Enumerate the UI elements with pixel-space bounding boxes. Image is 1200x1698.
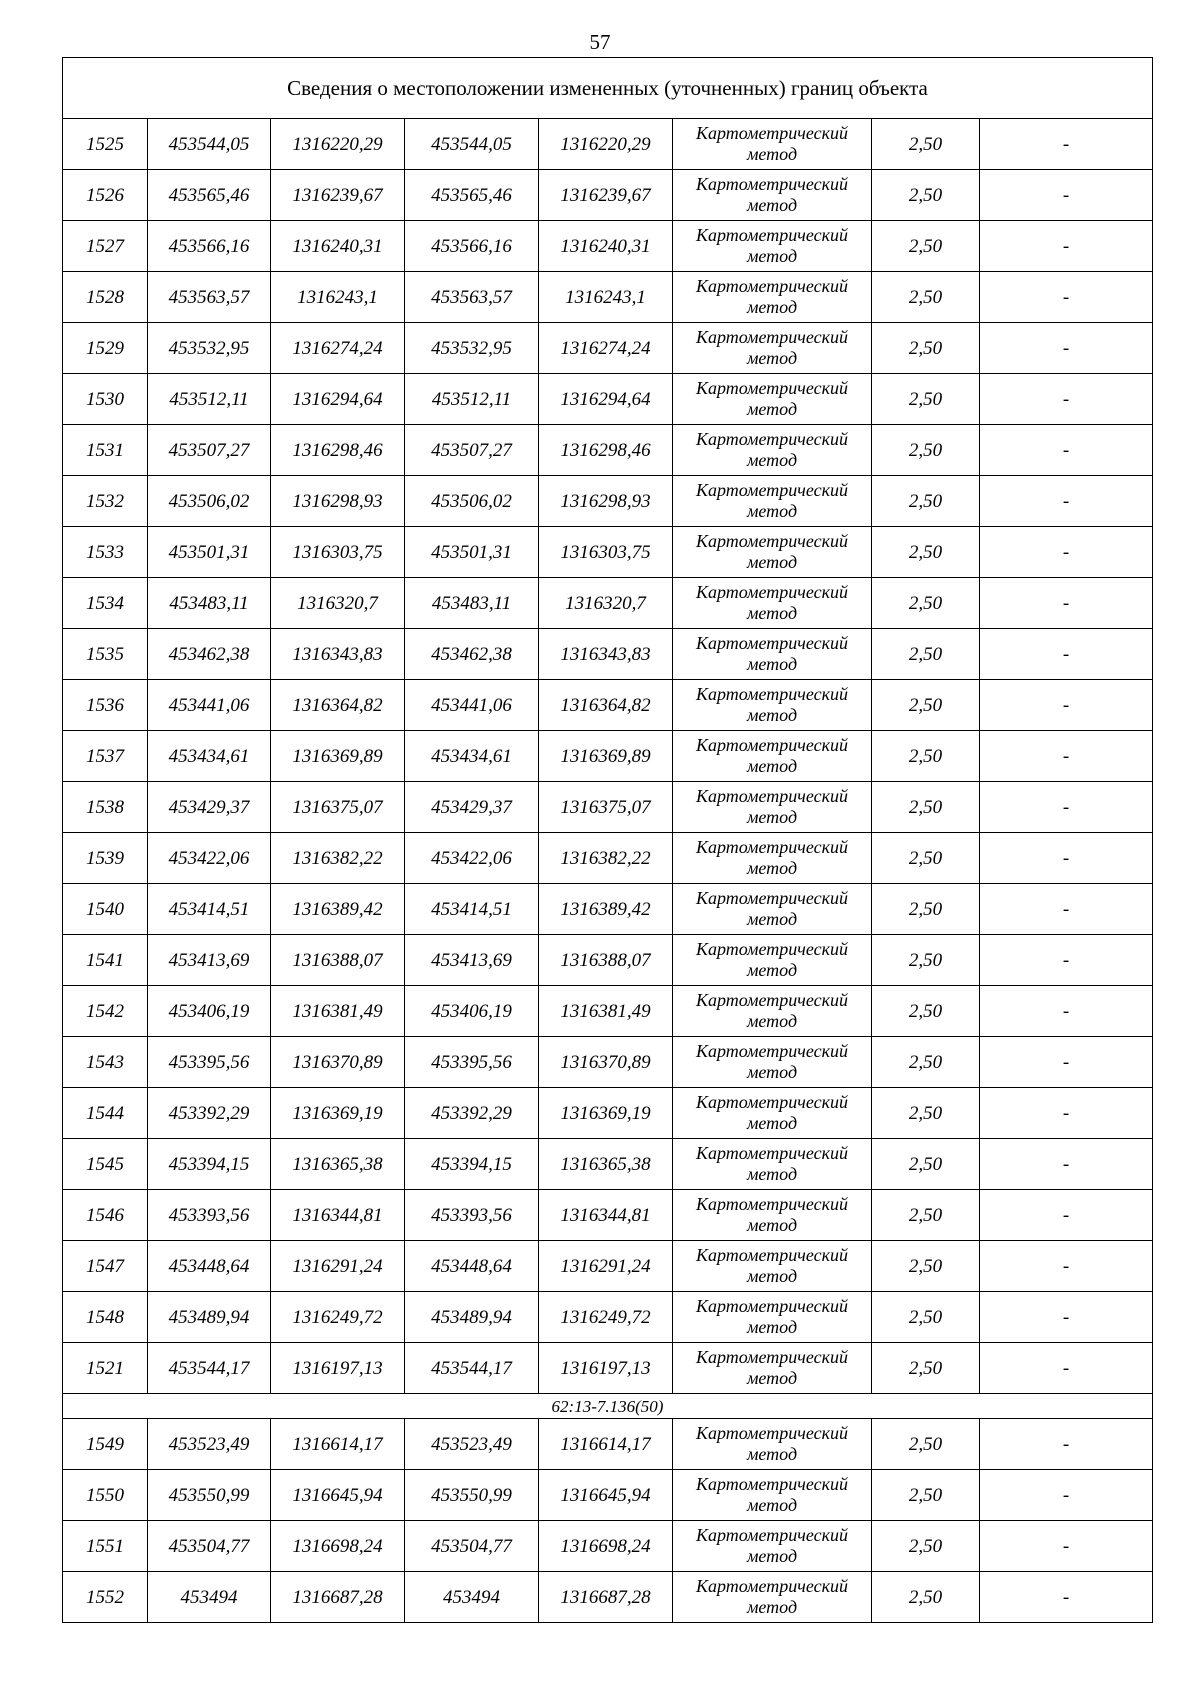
point-number-cell: 1536 [63, 680, 148, 731]
description-cell: - [980, 221, 1153, 272]
x-existing-cell: 453566,16 [148, 221, 271, 272]
description-cell: - [980, 323, 1153, 374]
y-new-cell: 1316344,81 [539, 1190, 673, 1241]
point-number-cell: 1537 [63, 731, 148, 782]
y-new-cell: 1316298,46 [539, 425, 673, 476]
accuracy-cell: 2,50 [872, 1190, 980, 1241]
x-existing-cell: 453434,61 [148, 731, 271, 782]
method-cell: Картометрический метод [673, 1343, 872, 1394]
point-number-cell: 1538 [63, 782, 148, 833]
y-new-cell: 1316382,22 [539, 833, 673, 884]
table-row [63, 170, 1153, 221]
y-new-cell: 1316320,7 [539, 578, 673, 629]
x-new-cell: 453392,29 [405, 1088, 539, 1139]
x-new-cell: 453504,77 [405, 1521, 539, 1572]
table-row [63, 221, 1153, 272]
description-cell: - [980, 272, 1153, 323]
y-new-cell: 1316294,64 [539, 374, 673, 425]
x-existing-cell: 453489,94 [148, 1292, 271, 1343]
x-existing-cell: 453563,57 [148, 272, 271, 323]
method-cell: Картометрический метод [673, 578, 872, 629]
x-existing-cell: 453532,95 [148, 323, 271, 374]
accuracy-cell: 2,50 [872, 833, 980, 884]
x-existing-cell: 453512,11 [148, 374, 271, 425]
method-cell: Картометрический метод [673, 323, 872, 374]
method-cell: Картометрический метод [673, 986, 872, 1037]
method-cell: Картометрический метод [673, 1037, 872, 1088]
y-existing-cell: 1316240,31 [271, 221, 405, 272]
y-new-cell: 1316369,19 [539, 1088, 673, 1139]
y-existing-cell: 1316614,17 [271, 1419, 405, 1470]
method-cell: Картометрический метод [673, 782, 872, 833]
table-row [63, 731, 1153, 782]
method-cell: Картометрический метод [673, 1088, 872, 1139]
description-cell: - [980, 578, 1153, 629]
y-new-cell: 1316243,1 [539, 272, 673, 323]
y-new-cell: 1316381,49 [539, 986, 673, 1037]
y-existing-cell: 1316294,64 [271, 374, 405, 425]
y-existing-cell: 1316365,38 [271, 1139, 405, 1190]
description-cell: - [980, 986, 1153, 1037]
point-number-cell: 1528 [63, 272, 148, 323]
point-number-cell: 1545 [63, 1139, 148, 1190]
y-new-cell: 1316388,07 [539, 935, 673, 986]
x-new-cell: 453532,95 [405, 323, 539, 374]
y-existing-cell: 1316249,72 [271, 1292, 405, 1343]
description-cell: - [980, 782, 1153, 833]
x-existing-cell: 453448,64 [148, 1241, 271, 1292]
method-cell: Картометрический метод [673, 935, 872, 986]
method-cell: Картометрический метод [673, 680, 872, 731]
accuracy-cell: 2,50 [872, 323, 980, 374]
point-number-cell: 1529 [63, 323, 148, 374]
y-new-cell: 1316291,24 [539, 1241, 673, 1292]
point-number-cell: 1552 [63, 1572, 148, 1623]
method-cell: Картометрический метод [673, 374, 872, 425]
y-existing-cell: 1316687,28 [271, 1572, 405, 1623]
method-cell: Картометрический метод [673, 1521, 872, 1572]
y-new-cell: 1316389,42 [539, 884, 673, 935]
y-new-cell: 1316343,83 [539, 629, 673, 680]
x-new-cell: 453523,49 [405, 1419, 539, 1470]
point-number-cell: 1534 [63, 578, 148, 629]
description-cell: - [980, 170, 1153, 221]
point-number-cell: 1535 [63, 629, 148, 680]
accuracy-cell: 2,50 [872, 1343, 980, 1394]
title-row [63, 58, 1153, 119]
table-row [63, 782, 1153, 833]
description-cell: - [980, 1292, 1153, 1343]
method-cell: Картометрический метод [673, 1470, 872, 1521]
x-new-cell: 453507,27 [405, 425, 539, 476]
table-row [63, 833, 1153, 884]
accuracy-cell: 2,50 [872, 374, 980, 425]
table-row [63, 476, 1153, 527]
table-row [63, 323, 1153, 374]
accuracy-cell: 2,50 [872, 731, 980, 782]
description-cell: - [980, 884, 1153, 935]
y-new-cell: 1316365,38 [539, 1139, 673, 1190]
method-cell: Картометрический метод [673, 1190, 872, 1241]
y-existing-cell: 1316239,67 [271, 170, 405, 221]
table-row [63, 119, 1153, 170]
y-existing-cell: 1316370,89 [271, 1037, 405, 1088]
table-row [63, 935, 1153, 986]
x-new-cell: 453462,38 [405, 629, 539, 680]
x-new-cell: 453394,15 [405, 1139, 539, 1190]
point-number-cell: 1544 [63, 1088, 148, 1139]
y-new-cell: 1316220,29 [539, 119, 673, 170]
y-new-cell: 1316687,28 [539, 1572, 673, 1623]
y-existing-cell: 1316344,81 [271, 1190, 405, 1241]
y-existing-cell: 1316389,42 [271, 884, 405, 935]
description-cell: - [980, 119, 1153, 170]
table-title: Сведения о местоположении измененных (уточненных) границ объекта [63, 58, 1153, 119]
point-number-cell: 1526 [63, 170, 148, 221]
x-existing-cell: 453392,29 [148, 1088, 271, 1139]
y-existing-cell: 1316343,83 [271, 629, 405, 680]
accuracy-cell: 2,50 [872, 884, 980, 935]
point-number-cell: 1551 [63, 1521, 148, 1572]
point-number-cell: 1550 [63, 1470, 148, 1521]
x-new-cell: 453429,37 [405, 782, 539, 833]
method-cell: Картометрический метод [673, 731, 872, 782]
point-number-cell: 1540 [63, 884, 148, 935]
x-new-cell: 453544,05 [405, 119, 539, 170]
method-cell: Картометрический метод [673, 170, 872, 221]
table-row [63, 1343, 1153, 1394]
description-cell: - [980, 680, 1153, 731]
x-new-cell: 453489,94 [405, 1292, 539, 1343]
y-existing-cell: 1316388,07 [271, 935, 405, 986]
method-cell: Картометрический метод [673, 1572, 872, 1623]
y-existing-cell: 1316220,29 [271, 119, 405, 170]
method-cell: Картометрический метод [673, 221, 872, 272]
point-number-cell: 1533 [63, 527, 148, 578]
accuracy-cell: 2,50 [872, 527, 980, 578]
description-cell: - [980, 935, 1153, 986]
accuracy-cell: 2,50 [872, 1088, 980, 1139]
table-row [63, 1419, 1153, 1470]
y-new-cell: 1316239,67 [539, 170, 673, 221]
description-cell: - [980, 1088, 1153, 1139]
x-existing-cell: 453393,56 [148, 1190, 271, 1241]
description-cell: - [980, 1241, 1153, 1292]
y-existing-cell: 1316381,49 [271, 986, 405, 1037]
x-new-cell: 453448,64 [405, 1241, 539, 1292]
y-existing-cell: 1316303,75 [271, 527, 405, 578]
point-number-cell: 1549 [63, 1419, 148, 1470]
description-cell: - [980, 476, 1153, 527]
accuracy-cell: 2,50 [872, 1292, 980, 1343]
method-cell: Картометрический метод [673, 272, 872, 323]
accuracy-cell: 2,50 [872, 1241, 980, 1292]
x-existing-cell: 453544,05 [148, 119, 271, 170]
table-row [63, 1572, 1153, 1623]
x-existing-cell: 453413,69 [148, 935, 271, 986]
y-new-cell: 1316698,24 [539, 1521, 673, 1572]
y-existing-cell: 1316243,1 [271, 272, 405, 323]
coordinates-table [62, 57, 1153, 1623]
x-existing-cell: 453506,02 [148, 476, 271, 527]
x-new-cell: 453550,99 [405, 1470, 539, 1521]
method-cell: Картометрический метод [673, 833, 872, 884]
table-row [63, 425, 1153, 476]
y-new-cell: 1316614,17 [539, 1419, 673, 1470]
method-cell: Картометрический метод [673, 1139, 872, 1190]
x-existing-cell: 453483,11 [148, 578, 271, 629]
description-cell: - [980, 1343, 1153, 1394]
description-cell: - [980, 1139, 1153, 1190]
y-new-cell: 1316370,89 [539, 1037, 673, 1088]
description-cell: - [980, 425, 1153, 476]
method-cell: Картометрический метод [673, 1241, 872, 1292]
table-row [63, 374, 1153, 425]
method-cell: Картометрический метод [673, 527, 872, 578]
x-new-cell: 453506,02 [405, 476, 539, 527]
y-existing-cell: 1316698,24 [271, 1521, 405, 1572]
x-existing-cell: 453462,38 [148, 629, 271, 680]
y-new-cell: 1316274,24 [539, 323, 673, 374]
x-existing-cell: 453544,17 [148, 1343, 271, 1394]
accuracy-cell: 2,50 [872, 476, 980, 527]
table-row [63, 1139, 1153, 1190]
accuracy-cell: 2,50 [872, 578, 980, 629]
x-new-cell: 453414,51 [405, 884, 539, 935]
y-new-cell: 1316364,82 [539, 680, 673, 731]
description-cell: - [980, 833, 1153, 884]
x-existing-cell: 453550,99 [148, 1470, 271, 1521]
method-cell: Картометрический метод [673, 884, 872, 935]
x-new-cell: 453393,56 [405, 1190, 539, 1241]
y-new-cell: 1316369,89 [539, 731, 673, 782]
accuracy-cell: 2,50 [872, 1419, 980, 1470]
x-existing-cell: 453429,37 [148, 782, 271, 833]
x-existing-cell: 453394,15 [148, 1139, 271, 1190]
x-new-cell: 453406,19 [405, 986, 539, 1037]
accuracy-cell: 2,50 [872, 1521, 980, 1572]
table-row [63, 1521, 1153, 1572]
description-cell: - [980, 731, 1153, 782]
page-number: 57 [589, 30, 611, 54]
description-cell: - [980, 1470, 1153, 1521]
y-existing-cell: 1316298,46 [271, 425, 405, 476]
table-row [63, 1190, 1153, 1241]
y-existing-cell: 1316369,89 [271, 731, 405, 782]
accuracy-cell: 2,50 [872, 1037, 980, 1088]
x-existing-cell: 453523,49 [148, 1419, 271, 1470]
accuracy-cell: 2,50 [872, 986, 980, 1037]
y-existing-cell: 1316382,22 [271, 833, 405, 884]
x-existing-cell: 453507,27 [148, 425, 271, 476]
table-row [63, 629, 1153, 680]
table-row [63, 527, 1153, 578]
accuracy-cell: 2,50 [872, 221, 980, 272]
method-cell: Картометрический метод [673, 629, 872, 680]
description-cell: - [980, 1037, 1153, 1088]
x-new-cell: 453565,46 [405, 170, 539, 221]
description-cell: - [980, 1572, 1153, 1623]
y-existing-cell: 1316364,82 [271, 680, 405, 731]
section-row [63, 1394, 1153, 1419]
table-row [63, 680, 1153, 731]
x-existing-cell: 453441,06 [148, 680, 271, 731]
x-new-cell: 453483,11 [405, 578, 539, 629]
x-new-cell: 453434,61 [405, 731, 539, 782]
accuracy-cell: 2,50 [872, 119, 980, 170]
accuracy-cell: 2,50 [872, 1470, 980, 1521]
x-existing-cell: 453414,51 [148, 884, 271, 935]
x-new-cell: 453563,57 [405, 272, 539, 323]
x-new-cell: 453501,31 [405, 527, 539, 578]
x-new-cell: 453441,06 [405, 680, 539, 731]
y-new-cell: 1316375,07 [539, 782, 673, 833]
description-cell: - [980, 629, 1153, 680]
description-cell: - [980, 527, 1153, 578]
x-existing-cell: 453422,06 [148, 833, 271, 884]
y-existing-cell: 1316298,93 [271, 476, 405, 527]
x-new-cell: 453566,16 [405, 221, 539, 272]
x-existing-cell: 453406,19 [148, 986, 271, 1037]
section-label: 62:13-7.136(50) [63, 1394, 1153, 1419]
x-existing-cell: 453494 [148, 1572, 271, 1623]
accuracy-cell: 2,50 [872, 629, 980, 680]
x-new-cell: 453544,17 [405, 1343, 539, 1394]
point-number-cell: 1542 [63, 986, 148, 1037]
description-cell: - [980, 1190, 1153, 1241]
accuracy-cell: 2,50 [872, 425, 980, 476]
method-cell: Картометрический метод [673, 1292, 872, 1343]
y-existing-cell: 1316291,24 [271, 1241, 405, 1292]
method-cell: Картометрический метод [673, 476, 872, 527]
point-number-cell: 1546 [63, 1190, 148, 1241]
accuracy-cell: 2,50 [872, 272, 980, 323]
accuracy-cell: 2,50 [872, 1139, 980, 1190]
table-row [63, 1241, 1153, 1292]
x-new-cell: 453422,06 [405, 833, 539, 884]
y-new-cell: 1316298,93 [539, 476, 673, 527]
y-existing-cell: 1316274,24 [271, 323, 405, 374]
point-number-cell: 1527 [63, 221, 148, 272]
x-new-cell: 453494 [405, 1572, 539, 1623]
y-existing-cell: 1316645,94 [271, 1470, 405, 1521]
x-existing-cell: 453565,46 [148, 170, 271, 221]
method-cell: Картометрический метод [673, 425, 872, 476]
description-cell: - [980, 1521, 1153, 1572]
x-existing-cell: 453504,77 [148, 1521, 271, 1572]
description-cell: - [980, 1419, 1153, 1470]
accuracy-cell: 2,50 [872, 170, 980, 221]
accuracy-cell: 2,50 [872, 935, 980, 986]
x-existing-cell: 453395,56 [148, 1037, 271, 1088]
y-existing-cell: 1316320,7 [271, 578, 405, 629]
y-existing-cell: 1316197,13 [271, 1343, 405, 1394]
y-new-cell: 1316645,94 [539, 1470, 673, 1521]
description-cell: - [980, 374, 1153, 425]
x-new-cell: 453413,69 [405, 935, 539, 986]
point-number-cell: 1525 [63, 119, 148, 170]
y-new-cell: 1316249,72 [539, 1292, 673, 1343]
method-cell: Картометрический метод [673, 119, 872, 170]
point-number-cell: 1543 [63, 1037, 148, 1088]
method-cell: Картометрический метод [673, 1419, 872, 1470]
point-number-cell: 1539 [63, 833, 148, 884]
point-number-cell: 1521 [63, 1343, 148, 1394]
table-row [63, 884, 1153, 935]
point-number-cell: 1531 [63, 425, 148, 476]
y-new-cell: 1316240,31 [539, 221, 673, 272]
point-number-cell: 1541 [63, 935, 148, 986]
table-row [63, 1037, 1153, 1088]
table-row [63, 1470, 1153, 1521]
y-new-cell: 1316197,13 [539, 1343, 673, 1394]
y-existing-cell: 1316369,19 [271, 1088, 405, 1139]
x-new-cell: 453512,11 [405, 374, 539, 425]
accuracy-cell: 2,50 [872, 782, 980, 833]
table-row [63, 272, 1153, 323]
point-number-cell: 1548 [63, 1292, 148, 1343]
accuracy-cell: 2,50 [872, 680, 980, 731]
y-existing-cell: 1316375,07 [271, 782, 405, 833]
x-existing-cell: 453501,31 [148, 527, 271, 578]
point-number-cell: 1547 [63, 1241, 148, 1292]
table-row [63, 1292, 1153, 1343]
point-number-cell: 1532 [63, 476, 148, 527]
table-row [63, 986, 1153, 1037]
x-new-cell: 453395,56 [405, 1037, 539, 1088]
table-row [63, 1088, 1153, 1139]
accuracy-cell: 2,50 [872, 1572, 980, 1623]
y-new-cell: 1316303,75 [539, 527, 673, 578]
point-number-cell: 1530 [63, 374, 148, 425]
table-row [63, 578, 1153, 629]
